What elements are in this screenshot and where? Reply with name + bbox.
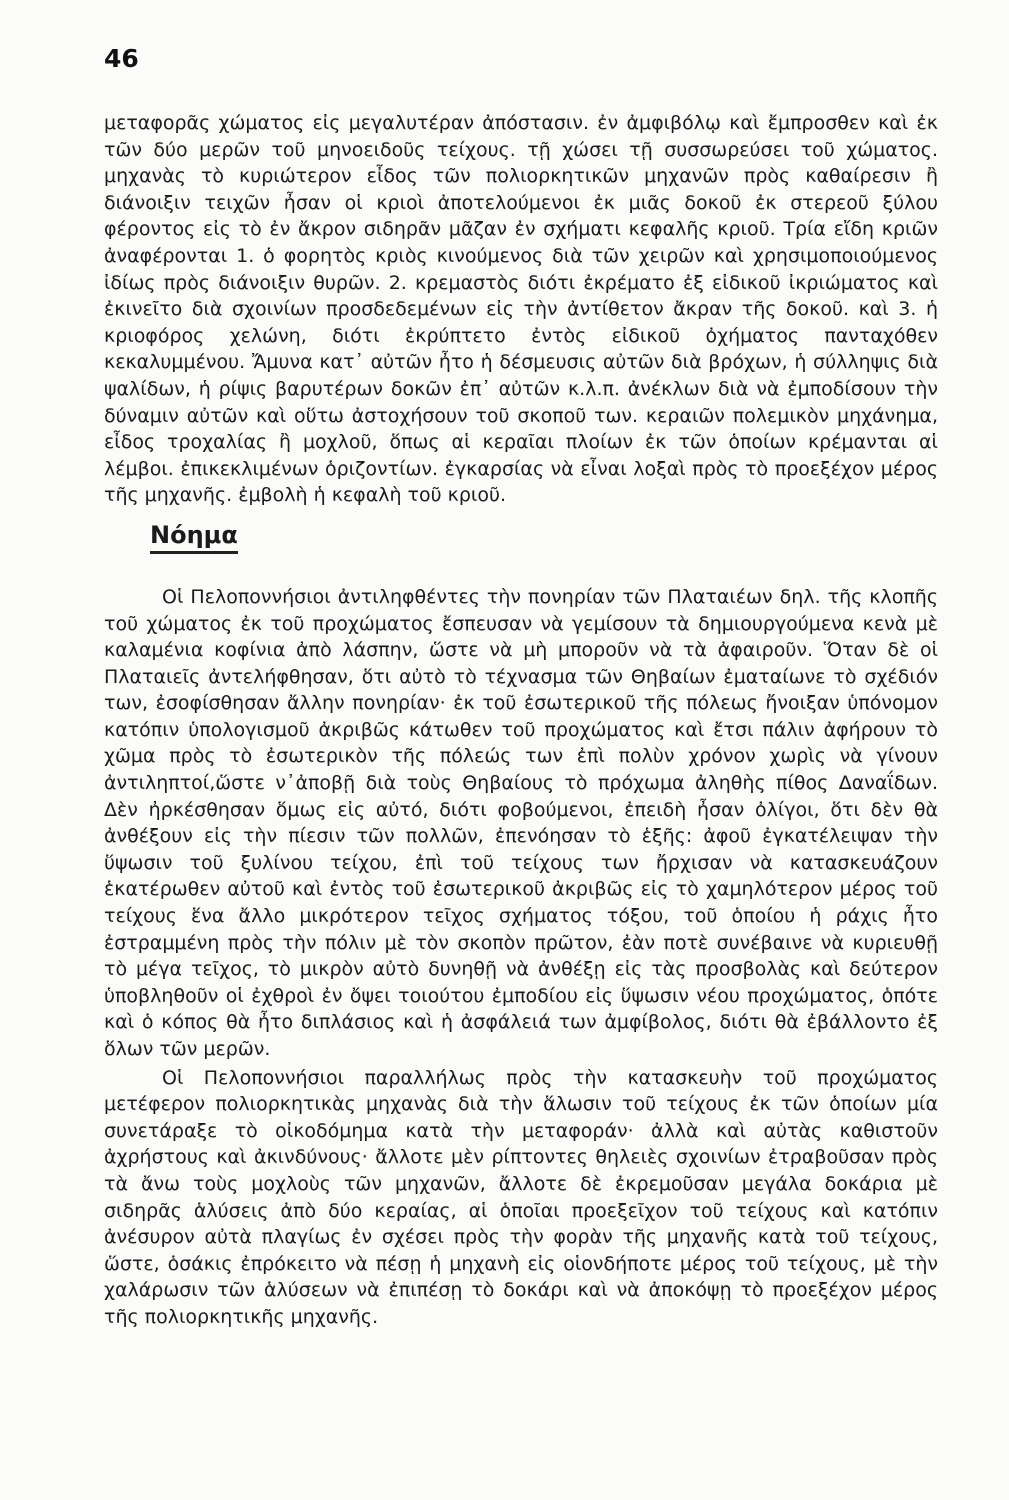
section-heading: Νόημα xyxy=(150,521,238,554)
text-body xyxy=(104,110,938,1331)
commentary-paragraph: μεταφορᾶς χώματος εἰς μεγαλυτέραν ἀπόστασιν. ἐν ἀμφιβόλῳ καὶ ἔμπροσθεν καὶ ἐκ τῶν δύο μερῶν τοῦ μηνοειδοῦς τείχους. τῇ χώσει τῇ συσσωρεύσει τοῦ χώματος. μηχανὰς τὸ κυριώτερον εἶδος τῶν πολιορκητικῶν μηχανῶν πρὸς καθαίρεσιν ἢ διάνοιξιν τειχῶν ἦσαν οἱ κριοὶ ἀποτελούμενοι ἐκ μιᾶς δοκοῦ ἐκ στερεοῦ ξύλου φέροντος εἰς τὸ ἐν ἄκρον σιδηρᾶν μᾶζαν ἐν σχήματι κεφαλῆς κριοῦ. Τρία εἴδη κριῶν ἀναφέρονται 1. ὁ φορητὸς κριὸς κινούμενος διὰ τῶν χειρῶν καὶ χρησιμοποιούμενος ἰδίως πρὸς διάνοιξιν θυρῶν. 2. κρεμαστὸς διότι ἐκρέματο ἐξ εἰδικοῦ ἰκριώματος καὶ ἐκινεῖτο διὰ σχοινίων προσδεδεμένων εἰς τὴν ἀντίθετον ἄκραν τῆς δοκοῦ. καὶ 3. ἡ κριοφόρος χελώνη, διότι ἐκρύπτετο ἐντὸς εἰδικοῦ ὀχήματος πανταχόθεν κεκαλυμμένου. Ἄμυνα κατ᾽ αὐτῶν ἦτο ἡ δέσμευσις αὐτῶν διὰ βρόχων, ἡ σύλληψις διὰ ψαλίδων, ἡ ρίψις βαρυτέρων δοκῶν ἐπ᾽ αὐτῶν κ.λ.π. ἀνέκλων διὰ νὰ ἐμποδίσουν τὴν δύναμιν αὐτῶν καὶ οὕτω ἀστοχήσουν τοῦ σκοποῦ των. κεραιῶν πολεμικὸν μηχάνημα, εἶδος τροχαλίας ἢ μοχλοῦ, ὅπως αἱ κεραῖαι πλοίων ἐκ τῶν ὁποίων κρέμανται αἱ λέμβοι. ἐπικεκλιμένων ὁριζοντίων. ἐγκαρσίας νὰ εἶναι λοξαὶ πρὸς τὸ προεξέχον μέρος τῆς μηχανῆς. ἐμβολὴ ἡ κεφαλὴ τοῦ κριοῦ. xyxy=(104,112,938,507)
meaning-paragraph-2: Οἱ Πελοποννήσιοι παραλλήλως πρὸς τὴν κατασκευὴν τοῦ προχώματος μετέφερον πολιορκητικὰς μηχανὰς διὰ τὴν ἅλωσιν τοῦ τείχους ἐκ τῶν ὁποίων μία συνετάραξε τὸ οἰκοδόμημα κατὰ τὴν μεταφοράν· ἀλλὰ καὶ αὐτὰς καθιστοῦν ἀχρήστους καὶ ἀκινδύνους· ἄλλοτε μὲν ρίπτοντες θηλειὲς σχοινίων ἐτραβοῦσαν πρὸς τὰ ἄνω τοὺς μοχλοὺς τῶν μηχανῶν, ἄλλοτε δὲ ἐκρεμοῦσαν μεγάλα δοκάρια μὲ σιδηρᾶς ἁλύσεις ἀπὸ δύο κεραίας, αἱ ὁποῖαι προεξεῖχον τοῦ τείχους καὶ κατόπιν ἀνέσυρον αὐτὰ πλαγίως ἐν σχέσει πρὸς τὴν φορὰν τῆς μηχανῆς κατὰ τοῦ τείχους, ὥστε, ὁσάκις ἐπρόκειτο νὰ πέσῃ ἡ μηχανὴ εἰς οἱονδήποτε μέρος τοῦ τείχους, μὲ τὴν χαλάρωσιν τῶν ἁλύσεων νὰ ἐπιπέσῃ τὸ δοκάρι καὶ νὰ ἀποκόψῃ τὸ προεξέχον μέρος τῆς πολιορκητικῆς μηχανῆς. xyxy=(104,1066,938,1328)
page-number: 46 xyxy=(104,44,139,73)
meaning-paragraph-1: Οἱ Πελοποννήσιοι ἀντιληφθέντες τὴν πονηρίαν τῶν Πλαταιέων δηλ. τῆς κλοπῆς τοῦ χώματος ἐκ τοῦ προχώματος ἔσπευσαν νὰ γεμίσουν τὰ δημιουργούμενα κενὰ μὲ καλαμένια κοφίνια ἀπὸ λάσπην, ὥστε νὰ μὴ μποροῦν νὰ τὰ ἀφαιροῦν. Ὅταν δὲ οἱ Πλαταιεῖς ἀντελήφθησαν, ὅτι αὐτὸ τὸ τέχνασμα τῶν Θηβαίων ἐματαίωνε τὸ σχέδιόν των, ἐσοφίσθησαν ἄλλην πονηρίαν· ἐκ τοῦ ἐσωτερικοῦ τῆς πόλεως ἤνοιξαν ὑπόνομον κατόπιν ὑπολογισμοῦ ἀκριβῶς κάτωθεν τοῦ προχώματος καὶ ἔτσι πάλιν ἀφήρουν τὸ χῶμα πρὸς τὸ ἐσωτερικὸν τῆς πόλεώς των ἐπὶ πολὺν χρόνον χωρὶς νὰ γίνουν ἀντιληπτοί,ὥστε ν᾽ἀποβῇ διὰ τοὺς Θηβαίους τὸ πρόχωμα ἀληθὴς πίθος Δαναΐδων. Δὲν ἠρκέσθησαν ὅμως εἰς αὐτό, διότι φοβούμενοι, ἐπειδὴ ἦσαν ὀλίγοι, ὅτι δὲν θὰ ἀνθέξουν εἰς τὴν πίεσιν τῶν πολλῶν, ἐπενόησαν τὸ ἑξῆς: ἀφοῦ ἐγκατέλειψαν τὴν ὕψωσιν τοῦ ξυλίνου τείχου, ἐπὶ τοῦ τείχους των ἤρχισαν νὰ κατασκευάζουν ἑκατέρωθεν αὐτοῦ καὶ ἐντὸς τοῦ ἐσωτερικοῦ ἀκριβῶς εἰς τὸ χαμηλότερον μέρος τοῦ τείχους ἕνα ἄλλο μικρότερον τεῖχος σχήματος τόξου, τοῦ ὁποίου ἡ ράχις ἦτο ἐστραμμένη πρὸς τὴν πόλιν μὲ τὸν σκοπὸν πρῶτον, ἐὰν ποτὲ συνέβαινε νὰ κυριευθῇ τὸ μέγα τεῖχος, τὸ μικρὸν αὐτὸ δυνηθῇ νὰ ἀνθέξῃ εἰς τὰς προσβολὰς καὶ δεύτερον ὑποβληθοῦν οἱ ἐχθροὶ ἐν ὄψει τοιούτου ἐμποδίου εἰς ὕψωσιν νέου προχώματος, ὁπότε καὶ ὁ κόπος θὰ ἦτο διπλάσιος καὶ ἡ ἀσφάλειά των ἀμφίβολος, διότι θὰ ἐβάλλοντο ἐξ ὅλων τῶν μερῶν. xyxy=(104,585,938,1060)
